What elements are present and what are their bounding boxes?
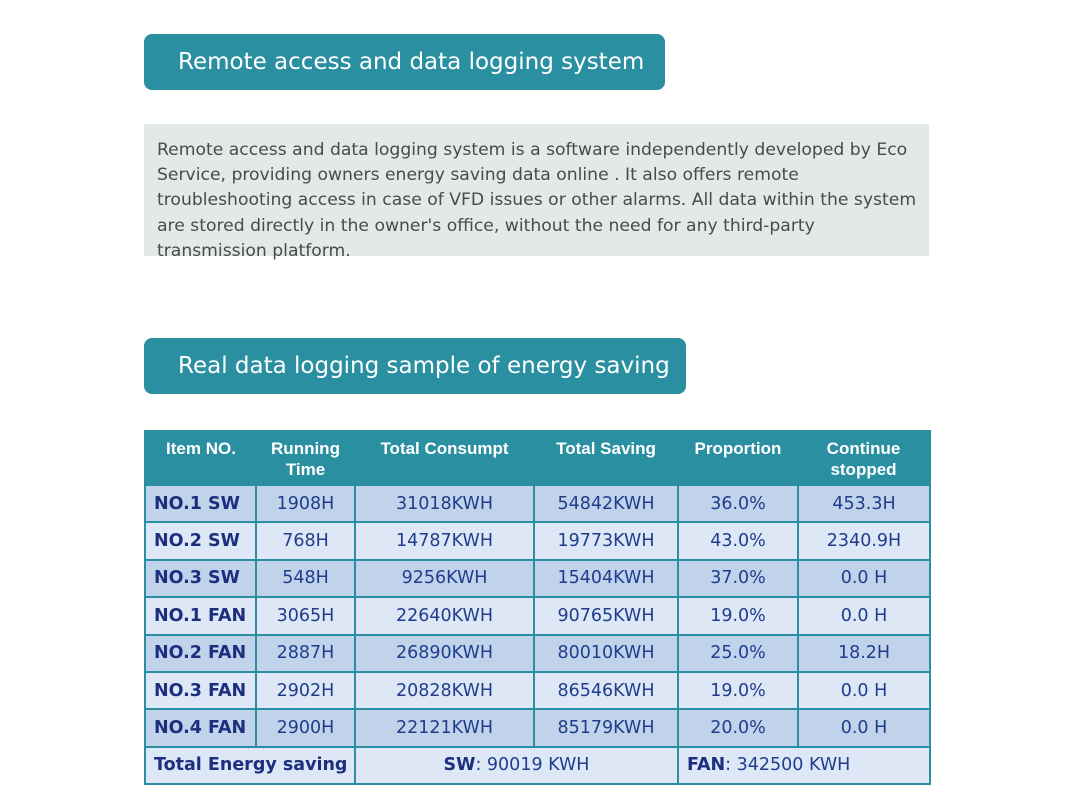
total-consumpt-cell: 22121KWH <box>355 709 534 746</box>
total-fan-value: : 342500 KWH <box>725 755 851 776</box>
total-consumpt-cell: 14787KWH <box>355 522 534 559</box>
total-fan-key: FAN <box>687 755 726 776</box>
section-title-text: Real data logging sample of energy saving <box>178 353 670 379</box>
item-cell: NO.3 FAN <box>145 672 256 709</box>
table-row <box>145 597 930 634</box>
continue-stopped-cell: 0.0 H <box>798 672 930 709</box>
proportion-cell: 20.0% <box>678 709 798 746</box>
proportion-cell: 43.0% <box>678 522 798 559</box>
total-saving-cell: 54842KWH <box>534 485 678 522</box>
proportion-cell: 36.0% <box>678 485 798 522</box>
continue-stopped-cell: 0.0 H <box>798 560 930 597</box>
total-saving-cell: 86546KWH <box>534 672 678 709</box>
item-cell: NO.1 FAN <box>145 597 256 634</box>
table-row <box>145 560 930 597</box>
item-cell: NO.2 FAN <box>145 635 256 672</box>
header-total-consumpt: Total Consumpt <box>355 431 534 485</box>
item-cell: NO.4 FAN <box>145 709 256 746</box>
running-time-cell: 3065H <box>256 597 355 634</box>
continue-stopped-cell: 2340.9H <box>798 522 930 559</box>
running-time-cell: 548H <box>256 560 355 597</box>
running-time-cell: 2887H <box>256 635 355 672</box>
continue-stopped-cell: 0.0 H <box>798 709 930 746</box>
total-consumpt-cell: 26890KWH <box>355 635 534 672</box>
total-saving-cell: 90765KWH <box>534 597 678 634</box>
section-title-remote-access <box>144 34 665 90</box>
item-cell: NO.3 SW <box>145 560 256 597</box>
total-consumpt-cell: 31018KWH <box>355 485 534 522</box>
table-row <box>145 672 930 709</box>
energy-saving-table <box>144 430 931 785</box>
proportion-cell: 37.0% <box>678 560 798 597</box>
table-header-row <box>145 431 930 485</box>
proportion-cell: 19.0% <box>678 597 798 634</box>
table-row <box>145 522 930 559</box>
header-proportion: Proportion <box>678 431 798 485</box>
proportion-cell: 25.0% <box>678 635 798 672</box>
description-box <box>144 124 929 261</box>
table-row <box>145 635 930 672</box>
total-label: Total Energy saving <box>154 755 348 776</box>
total-sw-cell <box>355 747 678 784</box>
item-cell: NO.2 SW <box>145 522 256 559</box>
header-continue-stopped: Continue stopped <box>798 431 930 485</box>
running-time-cell: 768H <box>256 522 355 559</box>
total-sw-key: SW <box>443 755 476 776</box>
total-fan-cell <box>678 747 930 784</box>
running-time-cell: 1908H <box>256 485 355 522</box>
header-item-no: Item NO. <box>145 431 256 485</box>
continue-stopped-cell: 0.0 H <box>798 597 930 634</box>
section-title-data-logging <box>144 338 686 394</box>
table-row <box>145 485 930 522</box>
total-saving-cell: 80010KWH <box>534 635 678 672</box>
proportion-cell: 19.0% <box>678 672 798 709</box>
running-time-cell: 2902H <box>256 672 355 709</box>
description-text: Remote access and data logging system is a software independently developed by Eco Service, providing owners energy saving data online . It also offers remote troubleshooting access in case of VFD issues or other alarms. All data within the system are stored directly in the owner's office, without the need for any third-party transmission platform. <box>157 140 917 261</box>
total-consumpt-cell: 9256KWH <box>355 560 534 597</box>
total-saving-cell: 85179KWH <box>534 709 678 746</box>
item-cell: NO.1 SW <box>145 485 256 522</box>
total-label-cell <box>145 747 355 784</box>
total-consumpt-cell: 20828KWH <box>355 672 534 709</box>
continue-stopped-cell: 453.3H <box>798 485 930 522</box>
header-total-saving: Total Saving <box>534 431 678 485</box>
total-row <box>145 747 930 784</box>
total-saving-cell: 19773KWH <box>534 522 678 559</box>
running-time-cell: 2900H <box>256 709 355 746</box>
header-running-time: Running Time <box>256 431 355 485</box>
continue-stopped-cell: 18.2H <box>798 635 930 672</box>
total-sw-value: : 90019 KWH <box>475 755 590 776</box>
total-consumpt-cell: 22640KWH <box>355 597 534 634</box>
total-saving-cell: 15404KWH <box>534 560 678 597</box>
table-row <box>145 709 930 746</box>
section-title-text: Remote access and data logging system <box>178 49 645 75</box>
